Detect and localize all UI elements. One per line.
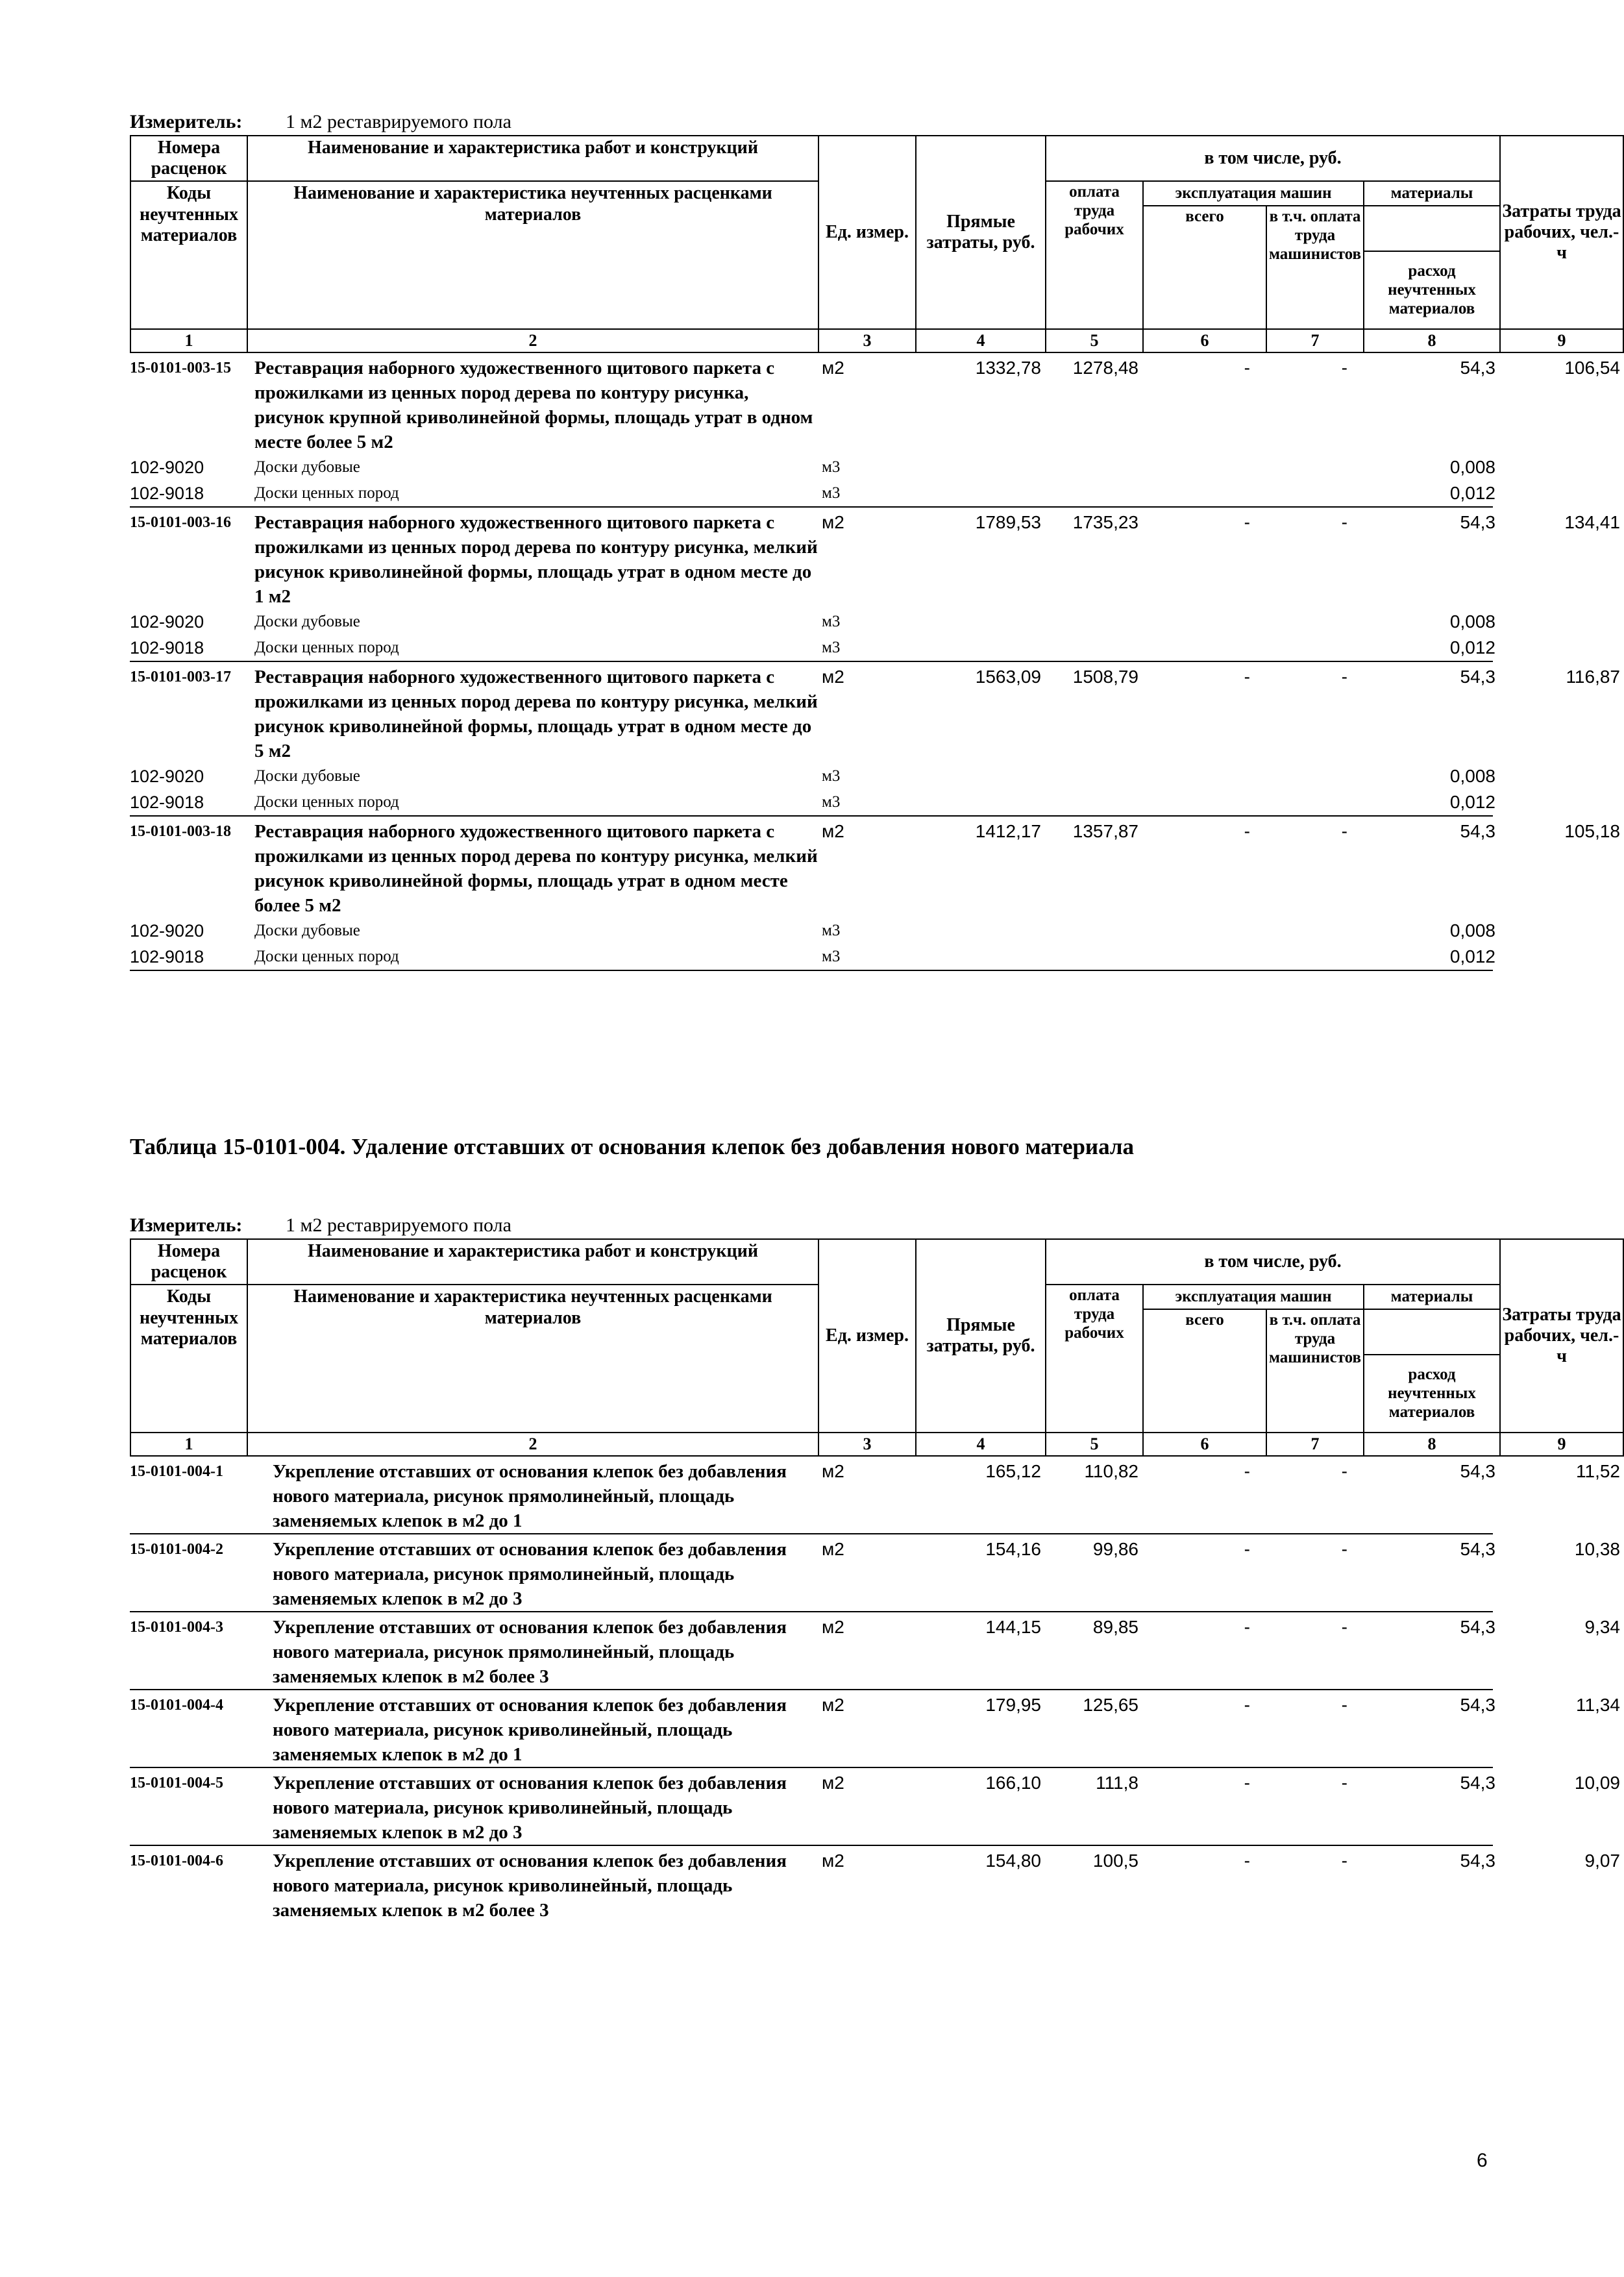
header-pryamye: Прямые затраты, руб. [916,136,1046,329]
header-pryamye: Прямые затраты, руб. [916,1239,1046,1433]
row-direct: 1789,53 [975,512,1041,533]
row-direct: 154,80 [985,1851,1041,1871]
row-code: 15-0101-003-16 [130,514,231,532]
header-num-2: 2 [247,329,818,352]
row-mat: 54,3 [1460,821,1495,842]
row-mach-pay: - [1341,512,1347,533]
header-num-1: 1 [130,1433,247,1456]
row-code: 15-0101-004-2 [130,1541,223,1558]
header-vtch: в т.ч. оплата труда машинистов [1266,1309,1364,1433]
table-1-body [130,353,1620,971]
row-hours: 10,38 [1574,1539,1620,1560]
row-labor: 110,82 [1084,1461,1138,1482]
header-num-4: 4 [916,329,1046,352]
header-name2: Наименование и характеристика неучтенных расценками материалов [247,1285,818,1433]
header-num-8: 8 [1364,329,1500,352]
header-num-9: 9 [1500,329,1623,352]
header-vtch: в т.ч. оплата труда машинистов [1266,206,1364,329]
material-name: Доски ценных пород [254,793,399,811]
header-nomer: Номера расценок [130,136,247,181]
row-mach: - [1244,358,1250,378]
header-rashod: расход неучтенных материалов [1364,251,1500,329]
row-hours: 105,18 [1564,821,1620,842]
material-code: 102-9020 [130,612,204,632]
row-unit: м2 [822,358,844,378]
table-row [130,815,1620,918]
measure-value: 1 м2 реставрируемого пола [286,111,511,132]
header-num-7: 7 [1266,329,1364,352]
header-num-4: 4 [916,1433,1046,1456]
header-vtom: в том числе, руб. [1046,136,1500,181]
header-num-2: 2 [247,1433,818,1456]
header-num-8: 8 [1364,1433,1500,1456]
row-mach: - [1244,1539,1250,1560]
row-mach: - [1244,512,1250,533]
row-mach-pay: - [1341,821,1347,842]
header-num-9: 9 [1500,1433,1623,1456]
material-qty: 0,012 [1449,792,1495,813]
row-hours: 11,52 [1576,1461,1620,1482]
material-qty: 0,008 [1449,920,1495,941]
row-direct: 179,95 [985,1695,1041,1716]
row-mach: - [1244,1617,1250,1638]
material-unit: м3 [822,793,841,811]
row-name: Реставрация наборного художественного щитового паркета с прожилками из ценных пород дерева по контуру рисунка, мелкий рисунок криволинейной формы, площадь утрат в одном месте до 5 м2 [254,667,818,762]
row-mat: 54,3 [1460,1773,1495,1793]
header-zatraty: Затраты труда рабочих, чел.-ч [1500,136,1623,329]
material-row [130,454,1493,480]
header-kody: Коды неучтенных материалов [130,1285,247,1433]
table-row [130,661,1620,763]
row-direct: 166,10 [985,1773,1041,1793]
header-materialy-blank [1364,206,1500,251]
row-hours: 134,41 [1564,512,1620,533]
row-unit: м2 [822,512,844,533]
table-row [130,1457,1620,1533]
row-mach-pay: - [1341,1851,1347,1871]
row-mat: 54,3 [1460,1539,1495,1560]
header-materialy: материалы [1364,181,1500,206]
row-mach-pay: - [1341,1695,1347,1716]
row-name: Укрепление отставших от основания клепок без добавления нового материала, рисунок прямолинейный, площадь заменяемых клепок в м2 до 3 [273,1539,787,1610]
material-row [130,918,1493,944]
row-mat: 54,3 [1460,1851,1495,1871]
material-unit: м3 [822,458,841,476]
material-name: Доски дубовые [254,458,360,476]
header-ekspl: эксплуатация машин [1143,181,1364,206]
material-name: Доски ценных пород [254,948,399,966]
page-number: 6 [1477,2150,1488,2171]
material-row [130,635,1493,661]
header-num-3: 3 [818,329,916,352]
header-num-5: 5 [1046,1433,1143,1456]
header-rashod: расход неучтенных материалов [1364,1355,1500,1433]
row-mat: 54,3 [1460,1695,1495,1716]
row-name: Укрепление отставших от основания клепок без добавления нового материала, рисунок криволинейный, площадь заменяемых клепок в м2 более 3 [273,1851,787,1921]
table-row [130,1689,1620,1767]
header-ed: Ед. измер. [818,1239,916,1433]
row-mat: 54,3 [1460,358,1495,378]
material-qty: 0,012 [1449,946,1495,967]
row-mat: 54,3 [1460,512,1495,533]
row-direct: 1412,17 [975,821,1041,842]
material-code: 102-9018 [130,638,204,658]
material-unit: м3 [822,484,841,502]
material-row [130,480,1493,506]
row-mach-pay: - [1341,1461,1347,1482]
header-num-6: 6 [1143,1433,1266,1456]
row-unit: м2 [822,1851,844,1871]
row-unit: м2 [822,1461,844,1482]
row-mach-pay: - [1341,667,1347,687]
row-labor: 1735,23 [1072,512,1138,533]
row-direct: 1563,09 [975,667,1041,687]
material-qty: 0,012 [1449,483,1495,504]
material-code: 102-9020 [130,921,204,941]
table-header [130,135,1624,353]
row-labor: 100,5 [1092,1851,1138,1871]
header-name2: Наименование и характеристика неучтенных расценками материалов [247,181,818,329]
row-labor: 1278,48 [1072,358,1138,378]
row-hours: 10,09 [1574,1773,1620,1793]
table-row [130,353,1620,454]
row-code: 15-0101-004-4 [130,1697,223,1714]
table-row [130,1767,1620,1845]
material-qty: 0,008 [1449,766,1495,787]
header-vsego: всего [1143,206,1266,329]
row-hours: 9,34 [1584,1617,1620,1638]
row-direct: 144,15 [985,1617,1041,1638]
row-labor: 99,86 [1092,1539,1138,1560]
row-labor: 1357,87 [1072,821,1138,842]
row-labor: 1508,79 [1072,667,1138,687]
row-unit: м2 [822,1539,844,1560]
material-unit: м3 [822,613,841,631]
row-direct: 154,16 [985,1539,1041,1560]
material-row [130,609,1493,635]
material-qty: 0,008 [1449,611,1495,632]
row-mach: - [1244,821,1250,842]
row-mach-pay: - [1341,1617,1347,1638]
row-name: Реставрация наборного художественного щитового паркета с прожилками из ценных пород дерева по контуру рисунка, рисунок крупной криволинейной формы, площадь утрат в одном месте более 5 м2 [254,358,813,453]
header-num-6: 6 [1143,329,1266,352]
row-mach-pay: - [1341,358,1347,378]
material-name: Доски дубовые [254,613,360,631]
row-name: Укрепление отставших от основания клепок без добавления нового материала, рисунок криволинейный, площадь заменяемых клепок в м2 до 1 [273,1695,787,1766]
row-name: Укрепление отставших от основания клепок без добавления нового материала, рисунок криволинейный, площадь заменяемых клепок в м2 до 3 [273,1773,787,1843]
header-ekspl: эксплуатация машин [1143,1285,1364,1309]
header-oplata: оплата труда рабочих [1046,181,1143,329]
row-mach: - [1244,667,1250,687]
row-code: 15-0101-003-18 [130,823,231,841]
row-direct: 165,12 [985,1461,1041,1482]
header-name: Наименование и характеристика работ и конструкций [247,1239,818,1285]
row-code: 15-0101-004-6 [130,1852,223,1870]
material-unit: м3 [822,948,841,966]
row-labor: 125,65 [1083,1695,1138,1716]
row-code: 15-0101-003-17 [130,669,231,686]
row-code: 15-0101-003-15 [130,360,231,377]
material-code: 102-9018 [130,947,204,967]
header-oplata: оплата труда рабочих [1046,1285,1143,1433]
measure-line [130,1212,1493,1238]
material-unit: м3 [822,767,841,785]
measure-label: Измеритель: [130,111,243,132]
material-row [130,789,1493,815]
row-mach: - [1244,1461,1250,1482]
material-name: Доски ценных пород [254,484,399,502]
row-labor: 111,8 [1096,1773,1138,1793]
table-row [130,506,1620,609]
material-code: 102-9018 [130,484,204,504]
row-code: 15-0101-004-5 [130,1775,223,1792]
header-num-3: 3 [818,1433,916,1456]
row-mach-pay: - [1341,1539,1347,1560]
row-mach: - [1244,1695,1250,1716]
table-row [130,1845,1620,1923]
table-1-end-line [130,970,1493,971]
header-nomer: Номера расценок [130,1239,247,1285]
row-unit: м2 [822,821,844,842]
row-code: 15-0101-004-3 [130,1619,223,1636]
row-mach: - [1244,1773,1250,1793]
material-unit: м3 [822,922,841,940]
material-name: Доски ценных пород [254,639,399,657]
material-name: Доски дубовые [254,922,360,940]
material-row [130,763,1493,789]
header-num-7: 7 [1266,1433,1364,1456]
row-labor: 89,85 [1092,1617,1138,1638]
row-hours: 106,54 [1564,358,1620,378]
material-qty: 0,012 [1449,637,1495,658]
header-kody: Коды неучтенных материалов [130,181,247,329]
material-unit: м3 [822,639,841,657]
row-name: Реставрация наборного художественного щитового паркета с прожилками из ценных пород дерева по контуру рисунка, мелкий рисунок криволинейной формы, площадь утрат в одном месте до 1 м2 [254,512,818,608]
table-row [130,1611,1620,1689]
row-unit: м2 [822,1617,844,1638]
header-materialy-blank [1364,1309,1500,1355]
header-num-5: 5 [1046,329,1143,352]
measure-label: Измеритель: [130,1214,243,1236]
row-mat: 54,3 [1460,667,1495,687]
table-2-body [130,1457,1620,1923]
material-code: 102-9018 [130,793,204,813]
row-mach-pay: - [1341,1773,1347,1793]
row-hours: 11,34 [1576,1695,1620,1716]
material-code: 102-9020 [130,767,204,787]
row-code: 15-0101-004-1 [130,1463,223,1481]
header-num-1: 1 [130,329,247,352]
measure-value: 1 м2 реставрируемого пола [286,1214,511,1236]
row-mat: 54,3 [1460,1617,1495,1638]
row-unit: м2 [822,1695,844,1716]
header-ed: Ед. измер. [818,136,916,329]
material-name: Доски дубовые [254,767,360,785]
row-mach: - [1244,1851,1250,1871]
row-unit: м2 [822,1773,844,1793]
row-name: Реставрация наборного художественного щитового паркета с прожилками из ценных пород дерева по контуру рисунка, мелкий рисунок криволинейной формы, площадь утрат в одном месте более 5 м2 [254,821,818,917]
table-1 [130,109,1621,971]
header-vsego: всего [1143,1309,1266,1433]
header-materialy: материалы [1364,1285,1500,1309]
row-name: Укрепление отставших от основания клепок без добавления нового материала, рисунок прямолинейный, площадь заменяемых клепок в м2 до 1 [273,1461,787,1532]
material-row [130,944,1493,970]
row-name: Укрепление отставших от основания клепок без добавления нового материала, рисунок прямолинейный, площадь заменяемых клепок в м2 более 3 [273,1617,787,1688]
table-row [130,1533,1620,1611]
table-header [130,1238,1624,1457]
material-code: 102-9020 [130,458,204,478]
row-hours: 9,07 [1584,1851,1620,1871]
header-name: Наименование и характеристика работ и конструкций [247,136,818,181]
header-vtom: в том числе, руб. [1046,1239,1500,1285]
row-mat: 54,3 [1460,1461,1495,1482]
row-direct: 1332,78 [975,358,1041,378]
row-hours: 116,87 [1566,667,1620,687]
header-zatraty: Затраты труда рабочих, чел.-ч [1500,1239,1623,1433]
material-qty: 0,008 [1449,457,1495,478]
table-2 [130,1212,1621,1923]
row-unit: м2 [822,667,844,687]
measure-line [130,109,1493,135]
table-2-title: Таблица 15-0101-004. Удаление отставших от основания клепок без добавления нового материала [130,1134,1135,1159]
